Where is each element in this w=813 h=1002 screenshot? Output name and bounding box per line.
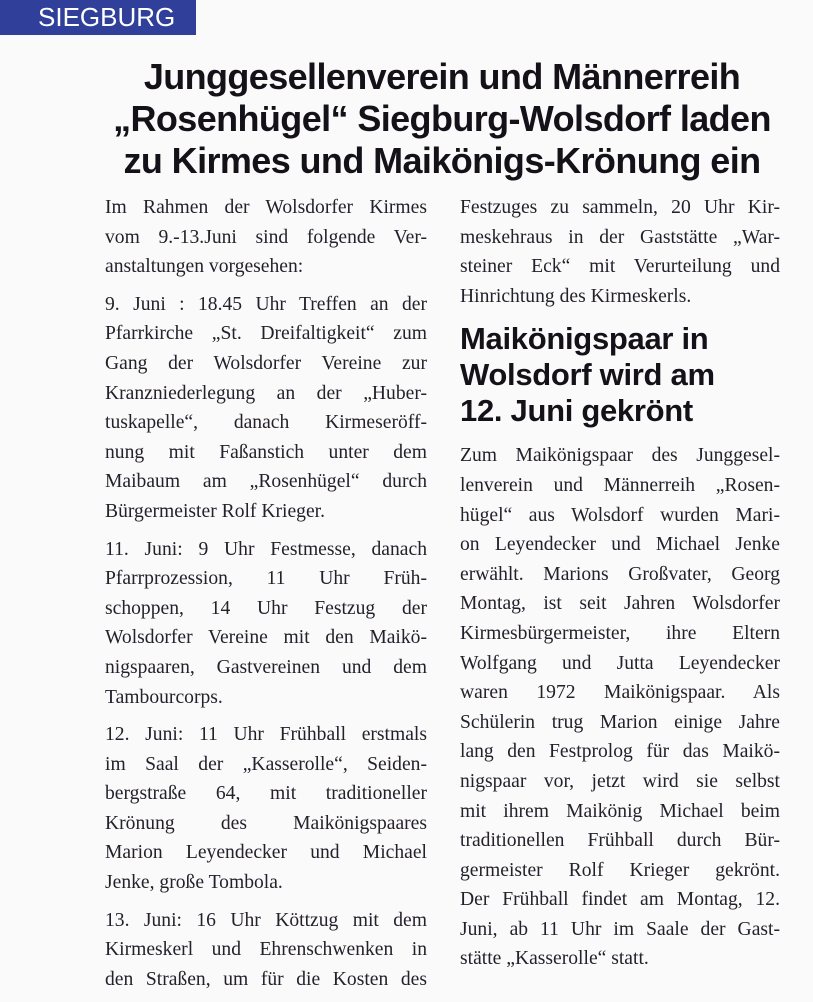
text-line: Im Rahmen der Wolsdorfer Kirmes — [105, 197, 427, 218]
text-line: tuskapelle“, danach Kirmeseröff- — [105, 412, 427, 434]
text-line: meskehraus in der Gaststätte „War- — [460, 226, 780, 248]
june-13-continued — [460, 193, 780, 311]
article-column-right — [460, 193, 780, 982]
headline-line: Junggesellenverein und Männerreih — [143, 56, 741, 97]
text-line: stätte „Kasserolle“ statt. — [460, 948, 649, 970]
text-line: germeister Rolf Krieger gekrönt. — [460, 859, 780, 881]
text-line: Gang der Wolsdorfer Vereine zur — [105, 352, 427, 374]
text-line: Wolfgang und Jutta Leyendecker — [460, 652, 780, 674]
text-line: nigspaaren, Gastvereinen und dem — [105, 656, 427, 678]
intro-paragraph — [105, 193, 427, 282]
text-line: Juni, ab 11 Uhr im Saale der Gast- — [460, 918, 780, 940]
text-line: Hinrichtung des Kirmeskerls. — [460, 285, 692, 307]
text-line: Krönung des Maikönigspaares — [105, 812, 427, 834]
text-line: Kranzniederlegung an der „Huber- — [105, 382, 427, 404]
headline — [88, 56, 796, 182]
text-line: Kirmeskerl und Ehrenschwenken in — [105, 939, 427, 961]
text-line: Tambourcorps. — [105, 686, 223, 708]
june-11-paragraph — [105, 535, 427, 713]
text-line: Festzuges zu sammeln, 20 Uhr Kir- — [460, 197, 780, 218]
text-line: Marion Leyendecker und Michael — [105, 842, 427, 864]
subheadline-line: 12. Juni gekrönt — [460, 393, 693, 429]
text-line: Montag, ist seit Jahren Wolsdorfer — [460, 593, 780, 615]
headline-line: zu Kirmes und Maikönigs-Krönung ein — [123, 140, 761, 181]
text-line: Jenke, große Tombola. — [105, 872, 283, 894]
text-line: im Saal der „Kasserolle“, Seiden- — [105, 753, 427, 775]
june-12-paragraph — [105, 720, 427, 898]
text-line: 11. Juni: 9 Uhr Festmesse, danach — [105, 538, 427, 560]
text-line: Der Frühball findet am Montag, 12. — [460, 889, 780, 911]
headline-line: „Rosenhügel“ Siegburg-Wolsdorf laden — [113, 98, 771, 139]
text-line: Bürgermeister Rolf Krieger. — [105, 500, 326, 522]
coronation-paragraph — [460, 441, 780, 974]
text-line: traditionellen Frühball durch Bür- — [460, 830, 780, 852]
text-line: mit ihrem Maikönig Michael beim — [460, 800, 780, 822]
subheadline — [460, 321, 780, 429]
text-line: Wolsdorfer Vereine mit den Maikö- — [105, 627, 427, 649]
article-column-left — [105, 193, 427, 1002]
text-line: waren 1972 Maikönigspaar. Als — [460, 682, 780, 704]
text-line: lenverein und Männerreih „Rosen- — [460, 474, 780, 496]
text-line: hügel“ aus Wolsdorf wurden Mari- — [460, 504, 780, 526]
text-line: schoppen, 14 Uhr Festzug der — [105, 597, 427, 619]
text-line: Zum Maikönigspaar des Junggesel- — [460, 445, 780, 467]
text-line: 13. Juni: 16 Uhr Köttzug mit dem — [105, 909, 427, 931]
text-line: erwählt. Marions Großvater, Georg — [460, 563, 780, 585]
subheadline-line: Wolsdorf wird am — [460, 357, 715, 393]
text-line: 9. Juni : 18.45 Uhr Treffen an der — [105, 293, 427, 315]
text-line: on Leyendecker und Michael Jenke — [460, 534, 780, 556]
text-line: Schülerin trug Marion einige Jahre — [460, 711, 780, 733]
june-9-paragraph — [105, 290, 427, 527]
text-line: 12. Juni: 11 Uhr Frühball erstmals — [105, 724, 427, 746]
section-tag: SIEGBURG — [0, 0, 196, 35]
text-line: Pfarrkirche „St. Dreifaltigkeit“ zum — [105, 323, 427, 345]
text-line: nung mit Faßanstich unter dem — [105, 441, 427, 463]
june-13-paragraph — [105, 906, 427, 995]
text-line: steiner Eck“ mit Verurteilung und — [460, 256, 780, 278]
text-line: nigspaar vor, jetzt wird sie selbst — [460, 770, 780, 792]
text-line: vom 9.-13.Juni sind folgende Ver- — [105, 226, 427, 248]
text-line: lang den Festprolog für das Maikö- — [460, 741, 780, 763]
text-line: Kirmesbürgermeister, ihre Eltern — [460, 622, 780, 644]
subheadline-line: Maikönigspaar in — [460, 321, 709, 357]
text-line: anstaltungen vorgesehen: — [105, 256, 304, 278]
text-line: den Straßen, um für die Kosten des — [105, 968, 427, 990]
text-line: Pfarrprozession, 11 Uhr Früh- — [105, 568, 427, 590]
text-line: bergstraße 64, mit traditioneller — [105, 783, 427, 805]
text-line: Maibaum am „Rosenhügel“ durch — [105, 471, 427, 493]
